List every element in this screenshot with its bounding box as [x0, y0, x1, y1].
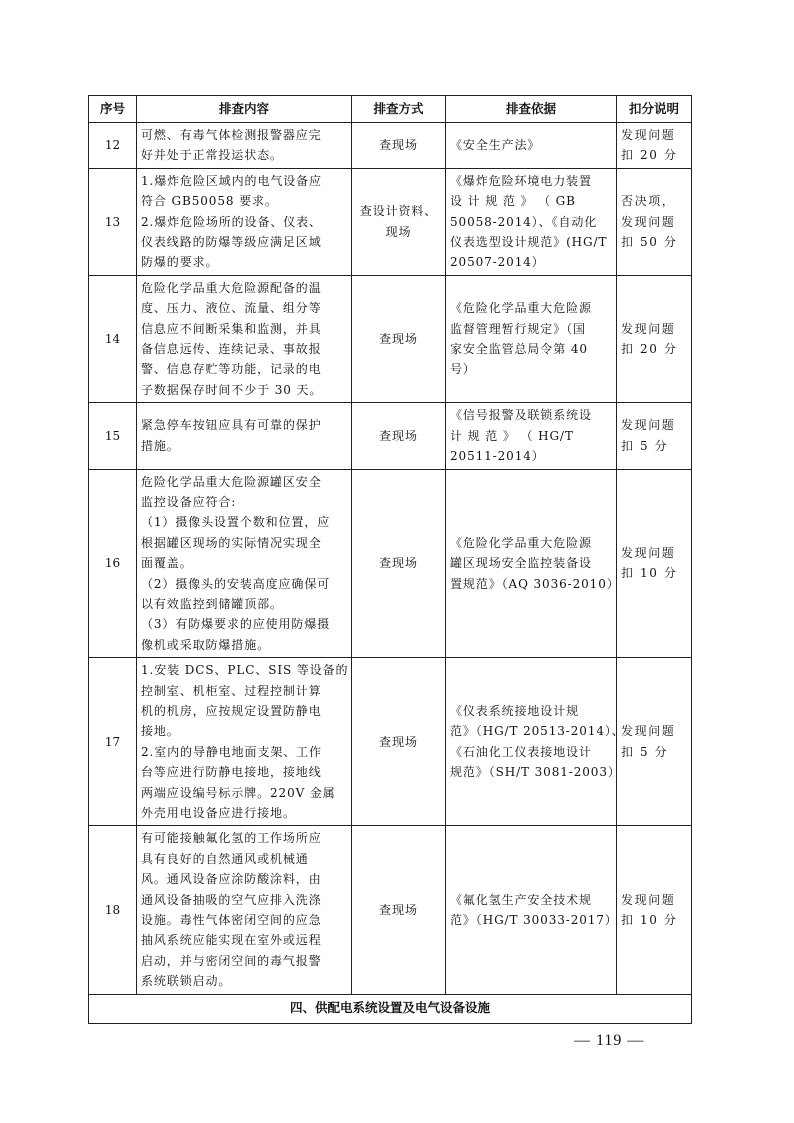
table-row	[89, 826, 692, 994]
table-row	[89, 275, 692, 402]
table-row	[89, 168, 692, 275]
text-line: 号）	[450, 362, 476, 377]
cell-serial-number: 14	[89, 275, 137, 402]
text-line: 好并处于正常投运状态。	[141, 148, 283, 163]
cell-inspection-content	[137, 658, 352, 826]
text-line: 1.爆炸危险区域内的电气设备应	[141, 173, 322, 188]
text-line: 具有良好的自然通风或机械通	[141, 851, 309, 866]
text-line: 根据罐区现场的实际情况实现全	[141, 535, 322, 550]
text-line: 扣 10 分	[621, 566, 678, 581]
cell-inspection-method	[352, 403, 446, 469]
cell-inspection-content	[137, 469, 352, 658]
text-line: 扣 5 分	[621, 438, 669, 453]
text-line: 台等应进行防静电接地，接地线	[141, 765, 322, 780]
cell-inspection-basis	[446, 275, 617, 402]
cell-serial-number: 12	[89, 123, 137, 169]
cell-inspection-method	[352, 658, 446, 826]
text-line: 《危险化学品重大危险源	[450, 535, 592, 550]
cell-inspection-basis	[446, 658, 625, 826]
text-line: 设 计 规 范 》 （ GB	[450, 194, 576, 209]
cell-deduction-note	[617, 275, 692, 402]
text-line: 扣 5 分	[621, 744, 669, 759]
text-line: 《氟化氢生产安全技术规	[450, 892, 592, 907]
text-line: 仪表选型设计规范》(HG/T	[450, 235, 608, 250]
text-line: 启动，并与密闭空间的毒气报警	[141, 953, 322, 968]
cell-inspection-basis	[446, 123, 617, 169]
text-line: 发现问题	[621, 418, 676, 433]
text-line: 设施。毒性气体密闭空间的应急	[141, 913, 322, 928]
cell-inspection-method	[352, 826, 446, 994]
text-line: 家安全监管总局令第 40	[450, 342, 588, 357]
text-line: 查现场	[379, 556, 418, 571]
page-number: — 119 —	[574, 1032, 645, 1049]
cell-inspection-content	[137, 275, 352, 402]
table-row	[89, 123, 692, 169]
text-line: 扣 20 分	[621, 342, 678, 357]
text-line: 信息应不间断采集和监测，并具	[141, 321, 322, 336]
cell-inspection-content	[137, 168, 352, 275]
text-line: 《危险化学品重大危险源	[450, 301, 592, 316]
header-inspection-basis: 排查依据	[446, 96, 617, 123]
text-line: 仪表线路的防爆等级应满足区域	[141, 235, 322, 250]
header-serial-number: 序号	[89, 96, 137, 123]
header-inspection-method: 排查方式	[352, 96, 446, 123]
table-header-row	[89, 96, 692, 123]
text-line: 扣 10 分	[621, 913, 678, 928]
text-line: 发现问题	[621, 321, 676, 336]
text-line: 20507-2014）	[450, 255, 545, 270]
cell-deduction-note	[617, 826, 692, 994]
text-line: 否决项，	[621, 194, 676, 209]
text-line: 符合 GB50058 要求。	[141, 194, 278, 209]
section-heading: 四、供配电系统设置及电气设备设施	[89, 994, 692, 1023]
text-line: 发现问题	[621, 724, 676, 739]
text-line: 警、信息存贮等功能，记录的电	[141, 362, 322, 377]
text-line: 扣 20 分	[621, 148, 678, 163]
text-line: 控制室、机柜室、过程控制计算	[141, 683, 322, 698]
text-line: 外壳用电设备应进行接地。	[141, 806, 296, 820]
text-line: 1.安装 DCS、PLC、SIS 等设备的	[141, 663, 349, 678]
cell-inspection-method	[352, 275, 446, 402]
text-line: 以有效监控到储罐顶部。	[141, 596, 283, 611]
text-line: 置规范》（AQ 3036-2010）	[450, 576, 620, 591]
cell-deduction-note	[617, 168, 692, 275]
cell-deduction-note	[617, 403, 692, 469]
cell-deduction-note	[617, 123, 692, 169]
text-line: 危险化学品重大危险源配备的温	[141, 280, 322, 295]
text-line: 查设计资料、	[359, 204, 438, 219]
text-line: 《仪表系统接地设计规	[450, 703, 580, 718]
text-line: 发现问题	[621, 545, 676, 560]
text-line: 查现场	[379, 331, 418, 346]
text-line: 《信号报警及联锁系统设	[450, 408, 592, 423]
cell-serial-number: 13	[89, 168, 137, 275]
text-line: 发现问题	[621, 128, 676, 142]
table-row	[89, 469, 692, 658]
text-line: 发现问题	[621, 214, 676, 229]
text-line: 现场	[385, 224, 412, 239]
text-line: 危险化学品重大危险源罐区安全	[141, 474, 322, 489]
text-line: 计 规 范 》 （ HG/T	[450, 428, 574, 443]
text-line: 防爆的要求。	[141, 255, 219, 270]
table-row	[89, 403, 692, 469]
text-line: 像机或采取防爆措施。	[141, 637, 271, 652]
text-line: 查现场	[379, 138, 418, 153]
header-inspection-content: 排查内容	[137, 96, 352, 123]
cell-deduction-note	[617, 658, 692, 826]
text-line: 罐区现场安全监控装备设	[450, 556, 592, 571]
cell-inspection-method	[352, 168, 446, 275]
cell-serial-number: 15	[89, 403, 137, 469]
cell-inspection-basis	[446, 403, 617, 469]
text-line: 查现场	[379, 734, 418, 749]
text-line: 抽风系统应能实现在室外或远程	[141, 933, 322, 948]
text-line: 两端应设编号标示牌。220V 金属	[141, 785, 336, 800]
text-line: 可燃、有毒气体检测报警器应完	[141, 128, 322, 142]
text-line: 查现场	[379, 902, 418, 917]
text-line: 有可能接触氟化氢的工作场所应	[141, 831, 322, 846]
cell-inspection-content	[137, 403, 352, 469]
cell-serial-number: 17	[89, 658, 137, 826]
text-line: （1）摄像头设置个数和位置，应	[141, 515, 331, 530]
text-line: 查现场	[379, 428, 418, 443]
text-line: （3）有防爆要求的应使用防爆摄	[141, 617, 331, 632]
text-line: 监控设备应符合:	[141, 494, 237, 509]
cell-serial-number: 16	[89, 469, 137, 658]
cell-deduction-note	[617, 469, 692, 658]
text-line: 发现问题	[621, 892, 676, 907]
text-line: 2.爆炸危险场所的设备、仪表、	[141, 214, 322, 229]
cell-inspection-content	[137, 123, 352, 169]
text-line: 规范》（SH/T 3081-2003）	[450, 765, 621, 780]
cell-inspection-method	[352, 123, 446, 169]
text-line: 通风设备抽吸的空气应排入洗涤	[141, 892, 322, 907]
text-line: 系统联锁启动。	[141, 974, 232, 989]
text-line: 备信息远传、连续记录、事故报	[141, 342, 322, 357]
inspection-table	[88, 95, 692, 1024]
text-line: 《爆炸危险环境电力装置	[450, 173, 592, 188]
text-line: 范》（HG/T 30033-2017）	[450, 913, 618, 928]
text-line: 紧急停车按钮应具有可靠的保护	[141, 418, 322, 433]
text-line: 子数据保存时间不少于 30 天。	[141, 382, 323, 397]
text-line: 度、压力、液位、流量、组分等	[141, 301, 322, 316]
text-line: 《石油化工仪表接地设计	[450, 744, 592, 759]
cell-inspection-basis	[446, 826, 617, 994]
text-line: （2）摄像头的安装高度应确保可	[141, 576, 331, 591]
text-line: 风。通风设备应涂防酸涂料，由	[141, 872, 322, 887]
text-line: 20511-2014）	[450, 449, 545, 464]
text-line: 接地。	[141, 724, 180, 739]
text-line: 面覆盖。	[141, 556, 193, 571]
text-line: 范》（HG/T 20513-2014）、	[450, 724, 625, 739]
text-line: 机的机房，应按规定设置防静电	[141, 703, 322, 718]
text-line: 监督管理暂行规定》（国	[450, 321, 586, 336]
table-row	[89, 658, 692, 826]
cell-inspection-method	[352, 469, 446, 658]
text-line: 2.室内的导静电地面支架、工作	[141, 744, 322, 759]
table-body	[89, 123, 692, 995]
text-line: 措施。	[141, 438, 180, 453]
cell-inspection-content	[137, 826, 352, 994]
header-deduction-note: 扣分说明	[617, 96, 692, 123]
text-line: 扣 50 分	[621, 235, 678, 250]
cell-inspection-basis	[446, 469, 620, 658]
section-heading-row	[89, 994, 692, 1023]
cell-inspection-basis	[446, 168, 617, 275]
text-line: 50058-2014）、《自动化	[450, 214, 598, 229]
cell-serial-number: 18	[89, 826, 137, 994]
text-line: 《安全生产法》	[450, 138, 541, 153]
